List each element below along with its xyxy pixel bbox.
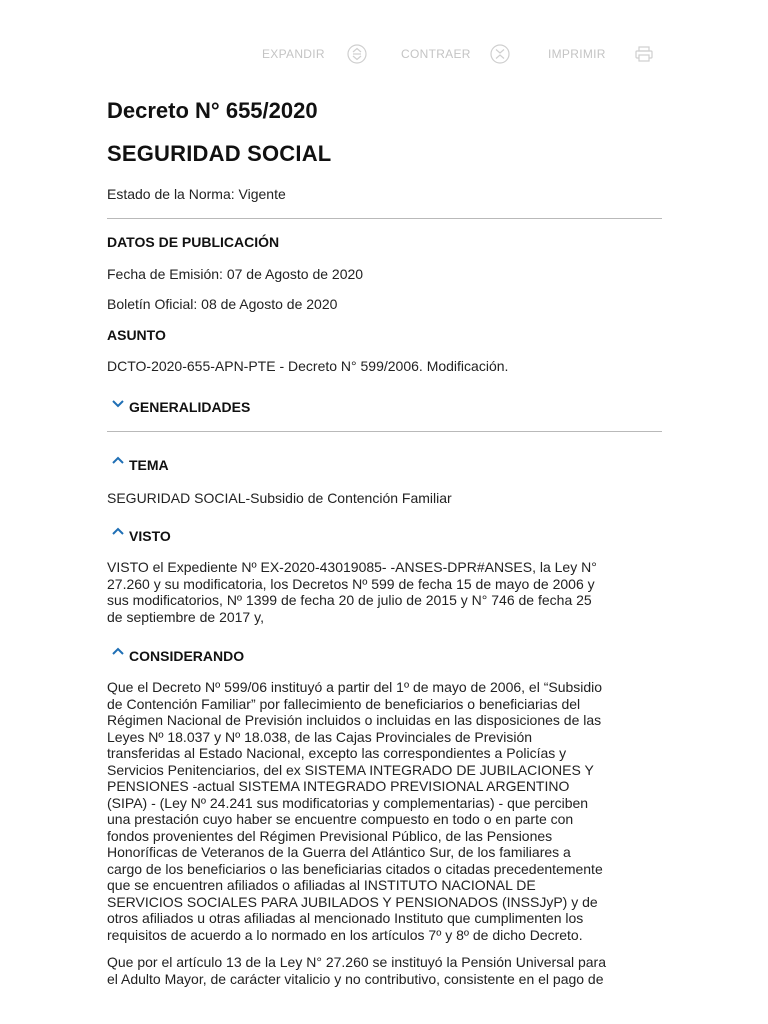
tema-heading: TEMA xyxy=(129,457,169,473)
text-line: de septiembre de 2017 y, xyxy=(107,608,264,625)
generalidades-heading: GENERALIDADES xyxy=(129,399,251,415)
text-line: cargo de los beneficiarios o las beneficiarias citados o citadas precedentemente xyxy=(107,860,603,877)
text-line: 27.260 y su modificatoria, los Decretos Nº 599 de fecha 15 de mayo de 2006 y xyxy=(107,575,595,592)
imprimir-button[interactable] xyxy=(548,42,606,66)
text-line: Régimen Nacional de Previsión incluidos o incluidas en las disposiciones de las xyxy=(107,712,602,728)
expandir-button[interactable] xyxy=(262,42,325,66)
text-line: transferidas al Estado Nacional, excepto las correspondientes a Policías y xyxy=(107,745,567,761)
visto-heading: VISTO xyxy=(129,528,171,544)
chevron-up-icon xyxy=(107,527,129,545)
considerando-heading: CONSIDERANDO xyxy=(129,648,245,664)
expandir-label: EXPANDIR xyxy=(262,47,325,61)
text-line: VISTO el Expediente Nº EX-2020-43019085- -ANSES-DPR#ANSES, la Ley N° xyxy=(107,559,597,575)
visto-toggle[interactable] xyxy=(107,527,662,545)
asunto-heading: ASUNTO xyxy=(107,327,166,343)
text-line: SERVICIOS SOCIALES PARA JUBILADOS Y PENSIONADOS (INSSJyP) y de xyxy=(107,893,598,910)
considerando-paragraph-2 xyxy=(107,954,662,987)
contraer-label: CONTRAER xyxy=(401,47,471,61)
norma-status: Estado de la Norma: Vigente xyxy=(107,186,286,202)
text-line: otros afiliados u otras afiliadas al mencionado Instituto que cumplimenten los xyxy=(107,910,584,926)
chevron-down-icon xyxy=(107,398,129,416)
text-line: fondos provenientes del Régimen Previsional Público, de las Pensiones xyxy=(107,827,553,844)
divider xyxy=(107,431,662,432)
document-subtitle: SEGURIDAD SOCIAL xyxy=(107,141,332,166)
tema-toggle[interactable] xyxy=(107,456,662,474)
chevron-up-icon xyxy=(107,647,129,665)
boletin-oficial: Boletín Oficial: 08 de Agosto de 2020 xyxy=(107,296,338,312)
text-line: (SIPA) - (Ley Nº 24.241 sus modificatorias y complementarias) - que perciben xyxy=(107,794,589,811)
contraer-button[interactable] xyxy=(401,42,471,66)
fecha-emision: Fecha de Emisión: 07 de Agosto de 2020 xyxy=(107,266,364,282)
visto-text xyxy=(107,559,662,625)
printer-icon[interactable] xyxy=(634,44,654,64)
text-line: Que por el artículo 13 de la Ley N° 27.260 se instituyó la Pensión Universal para xyxy=(107,954,606,970)
toolbar xyxy=(0,42,768,66)
chevron-up-icon xyxy=(107,456,129,474)
considerando-paragraph-1 xyxy=(107,679,662,943)
text-line: que se encuentren afiliados o afiliadas al INSTITUTO NACIONAL DE xyxy=(107,877,536,893)
publicacion-heading: DATOS DE PUBLICACIÓN xyxy=(107,234,280,250)
text-line: sus modificatorios, Nº 1399 de fecha 20 de julio de 2015 y N° 746 de fecha 25 xyxy=(107,592,592,608)
text-line: una prestación cuyo haber se encuentre compuesto en todo o en parte con xyxy=(107,811,574,827)
document-body xyxy=(107,96,662,987)
text-line: PENSIONES -actual SISTEMA INTEGRADO PREVISIONAL ARGENTINO xyxy=(107,778,570,794)
expand-icon[interactable] xyxy=(347,44,367,64)
imprimir-label: IMPRIMIR xyxy=(548,47,606,61)
text-line: requisitos de acuerdo a lo normado en los artículos 7º y 8º de dicho Decreto. xyxy=(107,926,583,943)
document-title: Decreto N° 655/2020 xyxy=(107,98,318,123)
text-line: Honoríficas de Veteranos de la Guerra del Atlántico Sur, de los familiares a xyxy=(107,844,571,860)
generalidades-toggle[interactable] xyxy=(107,398,662,416)
tema-text: SEGURIDAD SOCIAL-Subsidio de Contención Familiar xyxy=(107,490,452,506)
collapse-icon[interactable] xyxy=(490,44,510,64)
text-line: Leyes Nº 18.037 y Nº 18.038, de las Cajas Provinciales de Previsión xyxy=(107,728,533,745)
considerando-toggle[interactable] xyxy=(107,647,662,665)
text-line: el Adulto Mayor, de carácter vitalicio y no contributivo, consistente en el pago de xyxy=(107,970,604,987)
text-line: Servicios Penitenciarios, del ex SISTEMA INTEGRADO DE JUBILACIONES Y xyxy=(107,761,594,778)
asunto-text: DCTO-2020-655-APN-PTE - Decreto N° 599/2006. Modificación. xyxy=(107,358,509,374)
divider xyxy=(107,218,662,219)
text-line: Que el Decreto Nº 599/06 instituyó a partir del 1º de mayo de 2006, el “Subsidio xyxy=(107,679,603,695)
text-line: de Contención Familiar” por fallecimiento de beneficiarios o beneficiarias del xyxy=(107,695,581,712)
